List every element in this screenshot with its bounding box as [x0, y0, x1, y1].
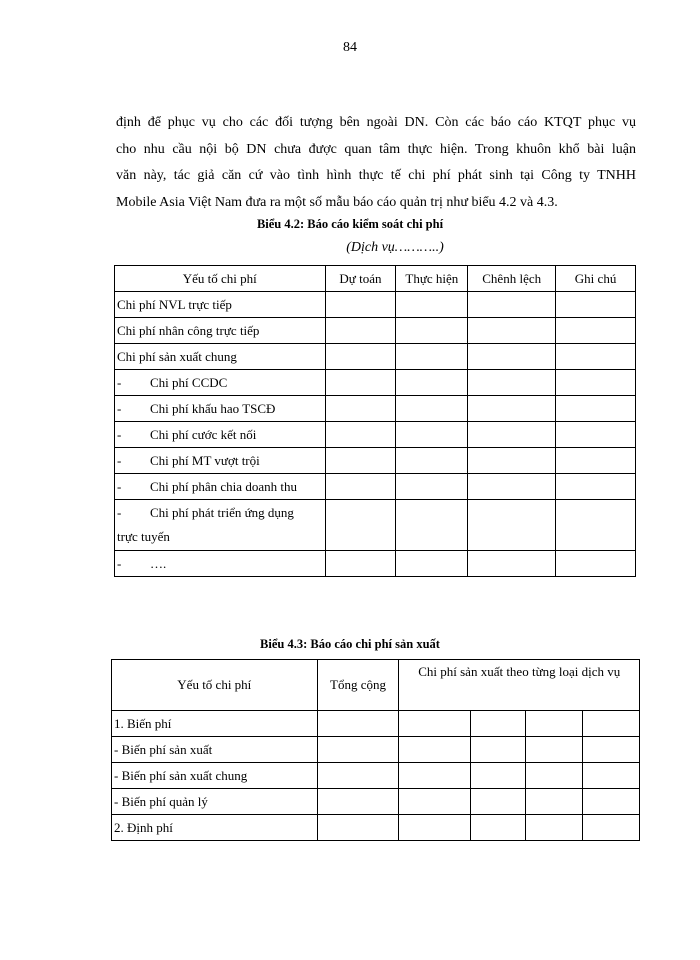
table-row [115, 500, 636, 551]
row-label: - Chi phí MT vượt trội [115, 448, 326, 474]
row-label: Chi phí nhân công trực tiếp [115, 318, 326, 344]
table-row [115, 448, 636, 474]
row-label: Chi phí NVL trực tiếp [115, 292, 326, 318]
row-label: 1. Biến phí [112, 711, 318, 737]
row-label: - Biến phí sản xuất chung [112, 763, 318, 789]
body-paragraph [116, 110, 636, 216]
table-row [115, 474, 636, 500]
row-label: - Biến phí quản lý [112, 789, 318, 815]
table-row [115, 551, 636, 577]
column-header: Ghi chú [556, 266, 636, 292]
bullet-dash: - [117, 400, 122, 416]
table-row [115, 396, 636, 422]
column-group-header: Chi phí sản xuất theo từng loại dịch vụ [399, 660, 640, 711]
table-row [112, 737, 640, 763]
cost-control-table [114, 265, 636, 577]
row-label: Chi phí sản xuất chung [115, 344, 326, 370]
bullet-dash: - [117, 452, 122, 468]
column-header: Chênh lệch [468, 266, 556, 292]
table-row [115, 318, 636, 344]
bullet-dash: - [117, 426, 122, 442]
row-label: - Biến phí sản xuất [112, 737, 318, 763]
column-header: Thực hiện [396, 266, 468, 292]
table-row [112, 711, 640, 737]
table2-title: Biểu 4.3: Báo cáo chi phí sản xuất [260, 637, 440, 651]
table-row [112, 815, 640, 841]
paragraph-line: Mobile Asia Việt Nam đưa ra một số mẫu báo cáo quản trị như biểu 4.2 và 4.3. [116, 194, 558, 210]
paragraph-line: văn này, tác giả căn cứ vào tình hình thực tế chi phí phát sinh tại Công ty TNHH [116, 168, 636, 183]
column-header: Yếu tố chi phí [112, 660, 318, 711]
table1-subtitle: (Dịch vụ………..) [346, 240, 444, 255]
table-row [112, 763, 640, 789]
row-label: - …. [115, 551, 326, 577]
row-label: - Chi phí khấu hao TSCĐ [115, 396, 326, 422]
table-row [115, 292, 636, 318]
production-cost-table [111, 659, 640, 841]
row-label: - Chi phí cước kết nối [115, 422, 326, 448]
table-row [115, 344, 636, 370]
bullet-dash: - [117, 505, 122, 520]
table-row [112, 789, 640, 815]
table-row [115, 370, 636, 396]
row-label: 2. Định phí [112, 815, 318, 841]
row-label: - Chi phí phân chia doanh thu [115, 474, 326, 500]
bullet-dash: - [117, 555, 122, 571]
paragraph-line: cho nhu cầu nội bộ DN chưa được quan tâm thực hiện. Trong khuôn khổ bài luận [116, 141, 636, 157]
paragraph-line: định để phục vụ cho các đối tượng bên ngoài DN. Còn các báo cáo KTQT phục vụ [116, 115, 636, 130]
table-header-row [115, 266, 636, 292]
row-label: - Chi phí CCDC [115, 370, 326, 396]
table-row [115, 422, 636, 448]
row-label: - Chi phí phát triển ứng dụng trực tuyến [115, 500, 326, 551]
table1-title: Biểu 4.2: Báo cáo kiểm soát chi phí [256, 217, 444, 231]
column-header: Tổng cộng [317, 660, 399, 711]
page-number: 84 [343, 40, 357, 55]
table-header-row [112, 660, 640, 711]
bullet-dash: - [117, 478, 122, 494]
column-header: Yếu tố chi phí [115, 266, 326, 292]
column-header: Dự toán [325, 266, 396, 292]
bullet-dash: - [117, 374, 122, 390]
